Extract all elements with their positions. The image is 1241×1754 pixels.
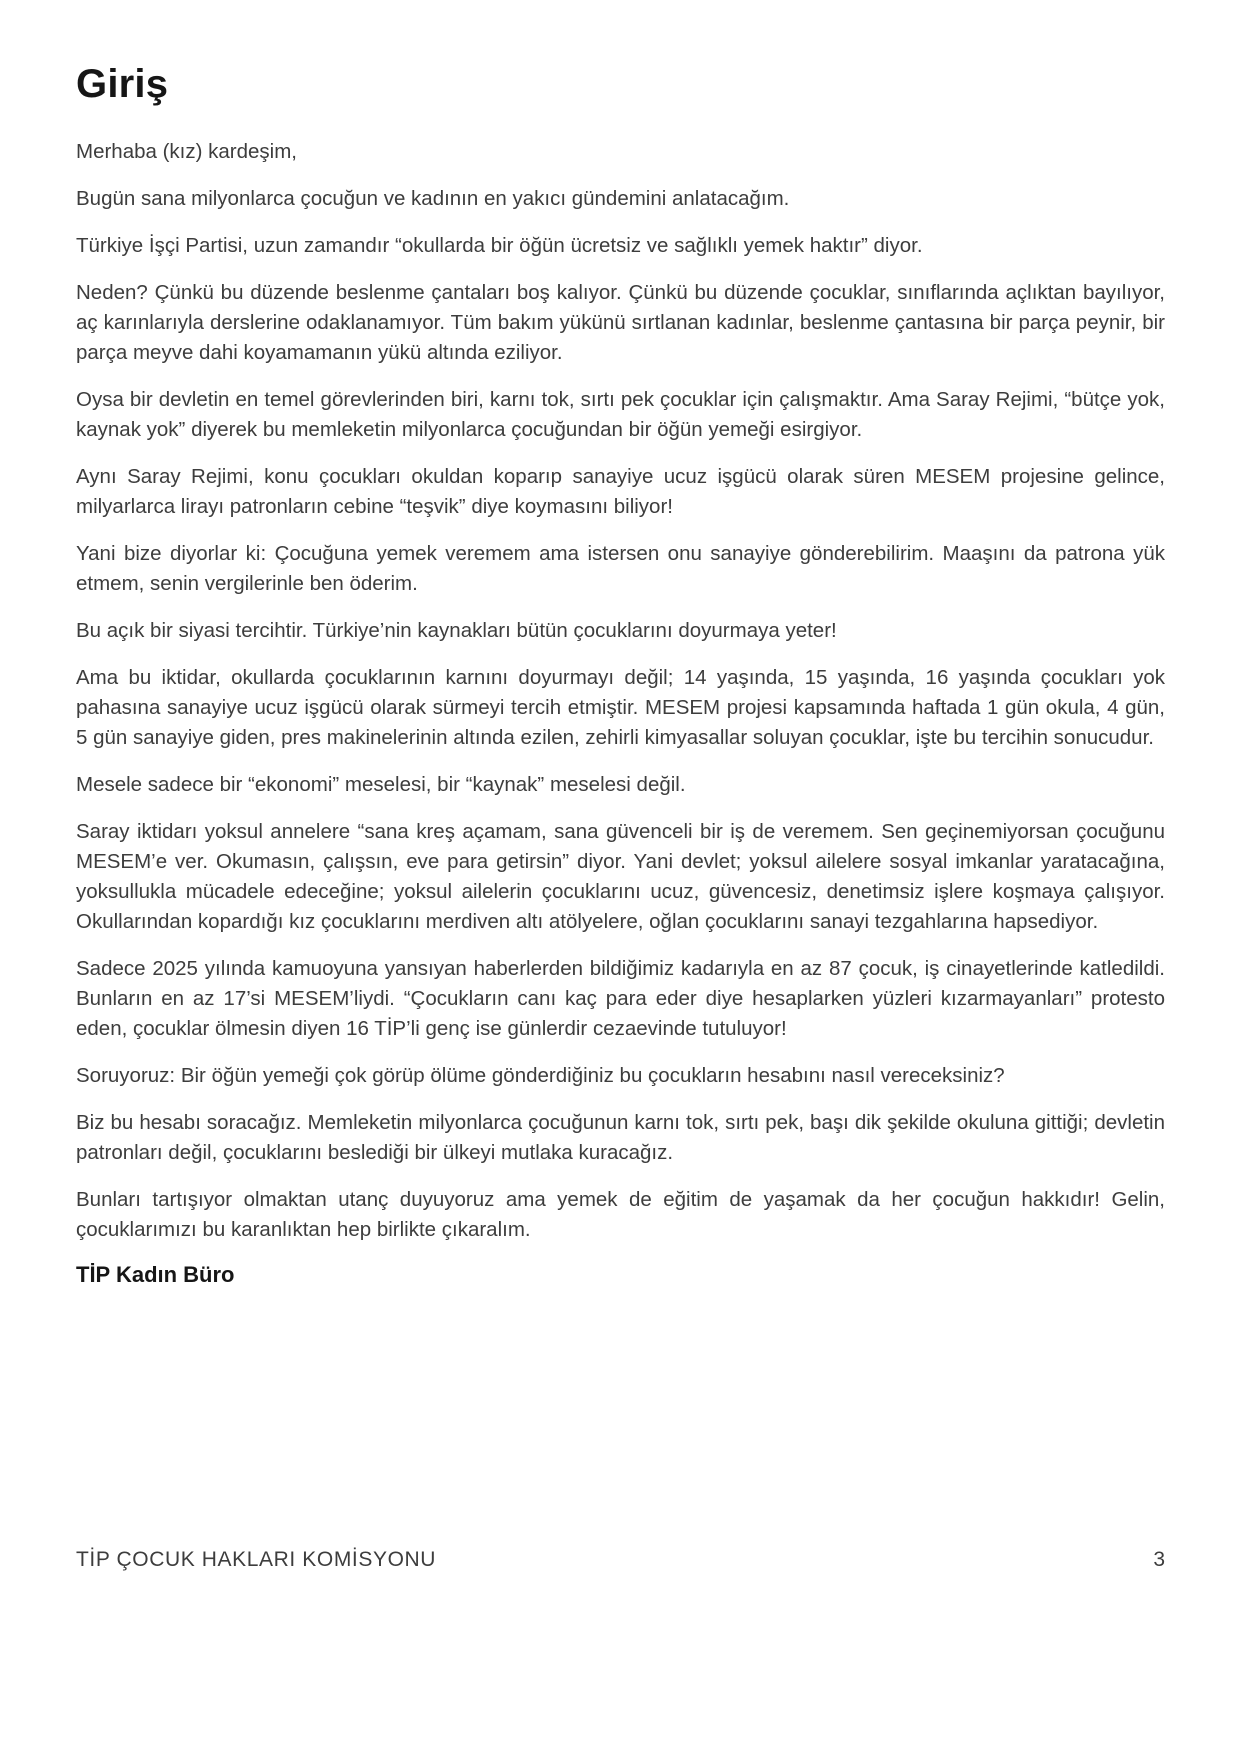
paragraph: Ama bu iktidar, okullarda çocuklarının karnını doyurmayı değil; 14 yaşında, 15 yaşında, 16 yaşında çocukları yok pahasına sanayiye ucuz işgücü olarak sürmeyi tercih etmiştir. MESEM projesi kapsamında haftada 1 gün okula, 4 gün, 5 gün sanayiye giden, pres makinelerinin altında ezilen, zehirli kimyasallar soluyan çocuklar, işte bu tercihin sonucudur. xyxy=(76,666,1165,749)
paragraph: Mesele sadece bir “ekonomi” meselesi, bir “kaynak” meselesi değil. xyxy=(76,773,686,796)
page-title: Giriş xyxy=(76,62,169,106)
paragraph: Bugün sana milyonlarca çocuğun ve kadının en yakıcı gündemini anlatacağım. xyxy=(76,187,790,210)
paragraph: Sadece 2025 yılında kamuoyuna yansıyan haberlerden bildiğimiz kadarıyla en az 87 çocuk, iş cinayetlerinde katledildi. Bunların en az 17’si MESEM’liydi. “Çocukların canı kaç para eder diye hesaplarken yüzleri kızarmayanları” protesto eden, çocuklar ölmesin diyen 16 TİP’li genç ise günlerdir cezaevinde tutuluyor! xyxy=(76,957,1165,1040)
document-content xyxy=(76,62,1165,1288)
paragraph: Neden? Çünkü bu düzende beslenme çantaları boş kalıyor. Çünkü bu düzende çocuklar, sınıflarında açlıktan bayılıyor, aç karınlarıyla derslerine odaklanamıyor. Tüm bakım yükünü sırtlanan kadınlar, beslenme çantasına bir parça peynir, bir parça meyve dahi koyamamanın yükü altında eziliyor. xyxy=(76,281,1165,364)
page-footer xyxy=(76,1548,1165,1572)
footer-commission-name: TİP ÇOCUK HAKLARI KOMİSYONU xyxy=(76,1548,437,1571)
paragraph: Aynı Saray Rejimi, konu çocukları okuldan koparıp sanayiye ucuz işgücü olarak süren MESEM projesine gelince, milyarlarca lirayı patronların cebine “teşvik” diye koymasını biliyor! xyxy=(76,465,1165,518)
paragraph: Bu açık bir siyasi tercihtir. Türkiye’nin kaynakları bütün çocuklarını doyurmaya yeter! xyxy=(76,619,837,642)
paragraph: Saray iktidarı yoksul annelere “sana kreş açamam, sana güvenceli bir iş de veremem. Sen geçinemiyorsan çocuğunu MESEM’e ver. Okumasın, çalışsın, eve para getirsin” diyor. Yani devlet; yoksul ailelere sosyal imkanlar yaratacağına, yoksullukla mücadele edeceğine; yoksul ailelerin çocuklarını ucuz, güvencesiz, denetimsiz işlere koşmaya çalışıyor. Okullarından kopardığı kız çocuklarını merdiven altı atölyelere, oğlan çocuklarını sanayi tezgahlarına hapsediyor. xyxy=(76,820,1165,933)
paragraph: Yani bize diyorlar ki: Çocuğuna yemek veremem ama istersen onu sanayiye gönderebilirim. Maaşını da patrona yük etmem, senin vergilerinle ben öderim. xyxy=(76,542,1165,595)
footer-page-number: 3 xyxy=(1153,1548,1165,1571)
paragraph: Merhaba (kız) kardeşim, xyxy=(76,140,298,163)
paragraph: Soruyoruz: Bir öğün yemeği çok görüp ölüme gönderdiğiniz bu çocukların hesabını nasıl vereceksiniz? xyxy=(76,1064,1005,1087)
paragraph: Biz bu hesabı soracağız. Memleketin milyonlarca çocuğunun karnı tok, sırtı pek, başı dik şekilde okuluna gittiği; devletin patronları değil, çocuklarını beslediği bir ülkeyi mutlaka kuracağız. xyxy=(76,1111,1165,1164)
paragraph: Oysa bir devletin en temel görevlerinden biri, karnı tok, sırtı pek çocuklar için çalışmaktır. Ama Saray Rejimi, “bütçe yok, kaynak yok” diyerek bu memleketin milyonlarca çocuğundan bir öğün yemeği esirgiyor. xyxy=(76,388,1165,441)
paragraph: Bunları tartışıyor olmaktan utanç duyuyoruz ama yemek de eğitim de yaşamak da her çocuğun hakkıdır! Gelin, çocuklarımızı bu karanlıktan hep birlikte çıkaralım. xyxy=(76,1188,1165,1241)
paragraph: Türkiye İşçi Partisi, uzun zamandır “okullarda bir öğün ücretsiz ve sağlıklı yemek haktır” diyor. xyxy=(76,234,923,257)
signature: TİP Kadın Büro xyxy=(76,1262,235,1287)
